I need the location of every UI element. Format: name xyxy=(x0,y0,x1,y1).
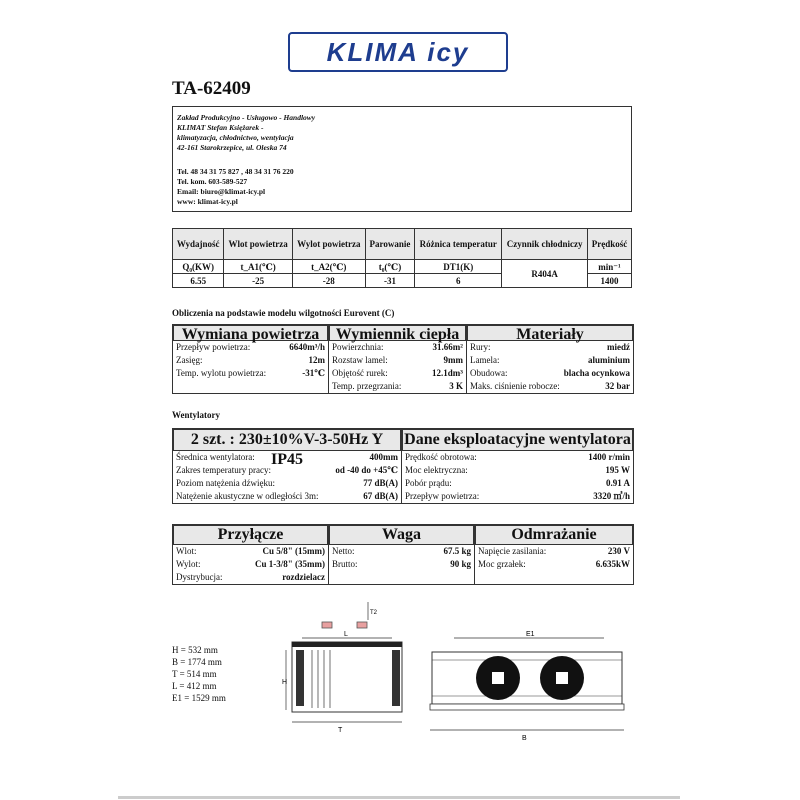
dim-label-h: H xyxy=(282,679,288,686)
perf-value: -25 xyxy=(224,274,293,288)
spec-row: Napięcie zasilania: 230 V xyxy=(478,546,630,556)
spec-row: Temp. wylotu powietrza: -31℃ xyxy=(176,368,325,378)
company-line: klimatyzacja, chłodnictwo, wentylacja xyxy=(177,133,294,142)
spec-row: Zasięg: 12m xyxy=(176,355,325,365)
air-exchange-col xyxy=(173,325,329,393)
eurovent-title: Obliczenia na podstawie modelu wilgotności Eurovent (C) xyxy=(172,308,395,318)
contact-line: Tel. kom. 603-589-527 xyxy=(177,177,248,186)
defrost-header: Odmrażanie xyxy=(475,525,633,545)
dimension-item: T = 514 mm xyxy=(172,669,217,679)
refrigerant-value: R404A xyxy=(502,260,588,288)
fan-specs-col xyxy=(173,429,402,503)
company-line: 42-161 Starokrzepice, ul. Oleska 74 xyxy=(177,143,287,152)
perf-value: 1400 xyxy=(587,274,631,288)
materials-header: Materiały xyxy=(467,325,633,341)
spec-row: Natężenie akustyczne w odległości 3m: 67 dB(A) xyxy=(176,491,398,501)
contact-line: www: klimat-icy.pl xyxy=(177,197,238,206)
perf-header: Wydajność xyxy=(173,229,224,260)
side-view-drawing xyxy=(282,600,412,750)
perf-header: Różnica temperatur xyxy=(415,229,502,260)
company-line: Zakład Produkcyjno - Usługowo - Handlowy xyxy=(177,113,316,122)
company-line: KLIMAT Stefan Księżarek - xyxy=(177,123,264,132)
dim-label-l: L xyxy=(344,631,348,638)
dimension-item: H = 532 mm xyxy=(172,645,218,655)
spec-row: Wylot: Cu 1-3/8" (35mm) xyxy=(176,559,325,569)
performance-table xyxy=(172,228,632,288)
fan-operation-header: Dane eksploatacyjne wentylatora xyxy=(402,429,633,451)
spec-row: Poziom natężenia dźwięku: 77 dB(A) xyxy=(176,478,398,488)
weight-col xyxy=(329,525,475,584)
perf-header: Wlot powietrza xyxy=(224,229,293,260)
perf-value: 6 xyxy=(415,274,502,288)
footer-divider xyxy=(118,796,680,799)
dimension-item: B = 1774 mm xyxy=(172,657,222,667)
spec-row: Brutto: 90 kg xyxy=(332,559,471,569)
perf-unit: Q₀(KW) xyxy=(173,260,224,274)
eurovent-grid xyxy=(172,324,634,394)
perf-value: -28 xyxy=(292,274,365,288)
dimension-item: L = 412 mm xyxy=(172,681,217,691)
heat-exchanger-header: Wymiennik ciepła xyxy=(329,325,466,341)
dimension-item: E1 = 1529 mm xyxy=(172,693,226,703)
contact-line: Email: biuro@klimat-icy.pl xyxy=(177,187,266,196)
spec-row: Zakres temperatury pracy: od -40 do +45℃ xyxy=(176,465,398,475)
spec-row: Wlot: Cu 5/8" (15mm) xyxy=(176,546,325,556)
fan-specs-header: 2 szt. : 230±10%V-3-50Hz Y IP45 xyxy=(173,429,401,451)
dim-label-b: B xyxy=(522,735,527,742)
perf-header: Czynnik chłodniczy xyxy=(502,229,588,260)
spec-row: Przepływ powietrza: 3320 ㎥/h xyxy=(405,491,630,501)
heat-exchanger-col xyxy=(329,325,467,393)
fans-grid xyxy=(172,428,634,504)
spec-row: Pobór prądu: 0.91 A xyxy=(405,478,630,488)
inlet-pipe xyxy=(357,622,367,628)
perf-unit: min⁻¹ xyxy=(587,260,631,274)
spec-row: Maks. ciśnienie robocze: 32 bar xyxy=(470,381,630,391)
spec-row: Rury: miedź xyxy=(470,342,630,352)
spec-row: Rozstaw lamel: 9mm xyxy=(332,355,463,365)
model-title: TA-62409 xyxy=(172,78,251,99)
top-rail xyxy=(292,642,402,647)
fans-title: Wentylatory xyxy=(172,410,220,420)
perf-header: Wylot powietrza xyxy=(292,229,365,260)
outlet-pipe xyxy=(322,622,332,628)
spec-row: Temp. przegrzania: 3 K xyxy=(332,381,463,391)
defrost-col xyxy=(475,525,633,584)
perf-unit: DT1(K) xyxy=(415,260,502,274)
spec-row: Objętość rurek: 12.1dm³ xyxy=(332,368,463,378)
perf-unit: t_A1(℃) xyxy=(224,260,293,274)
perf-value: 6.55 xyxy=(173,274,224,288)
front-view-drawing xyxy=(428,630,628,742)
weight-header: Waga xyxy=(329,525,474,545)
unit-outline xyxy=(292,642,402,712)
spec-row: Moc grzałek: 6.635kW xyxy=(478,559,630,569)
perf-header: Prędkość xyxy=(587,229,631,260)
spec-row: Dystrybucja: rozdzielacz xyxy=(176,572,325,582)
air-exchange-header: Wymiana powietrza xyxy=(173,325,328,341)
coil-block xyxy=(392,650,400,706)
connections-grid xyxy=(172,524,634,585)
spec-row: Netto: 67.5 kg xyxy=(332,546,471,556)
spec-row: Obudowa: blacha ocynkowa xyxy=(470,368,630,378)
dim-label-e1: E1 xyxy=(526,631,535,638)
spec-row: Przepływ powietrza: 6640m³/h xyxy=(176,342,325,352)
logo-text: KLIMA icy xyxy=(326,36,470,67)
connections-col xyxy=(173,525,329,584)
spec-row: Średnica wentylatora: 400mm xyxy=(176,452,398,462)
brand-logo xyxy=(288,32,508,72)
company-info-box xyxy=(172,106,632,212)
fan-operation-col xyxy=(402,429,633,503)
materials-col xyxy=(467,325,633,393)
drip-tray xyxy=(430,704,624,710)
spec-row: Prędkość obrotowa: 1400 r/min xyxy=(405,452,630,462)
perf-value: -31 xyxy=(365,274,414,288)
dim-label-top: T2 xyxy=(370,610,378,616)
contact-line: Tel. 48 34 31 75 827 , 48 34 31 76 220 xyxy=(177,167,294,176)
spec-row: Lamela: aluminium xyxy=(470,355,630,365)
spec-row: Powierzchnia: 31.66m² xyxy=(332,342,463,352)
perf-unit: t₀(℃) xyxy=(365,260,414,274)
dim-label-t: T xyxy=(338,727,343,734)
connections-header: Przyłącze xyxy=(173,525,328,545)
dimensions-list xyxy=(172,644,226,704)
coil-block xyxy=(296,650,304,706)
spec-row: Moc elektryczna: 195 W xyxy=(405,465,630,475)
perf-unit: t_A2(℃) xyxy=(292,260,365,274)
perf-header: Parowanie xyxy=(365,229,414,260)
